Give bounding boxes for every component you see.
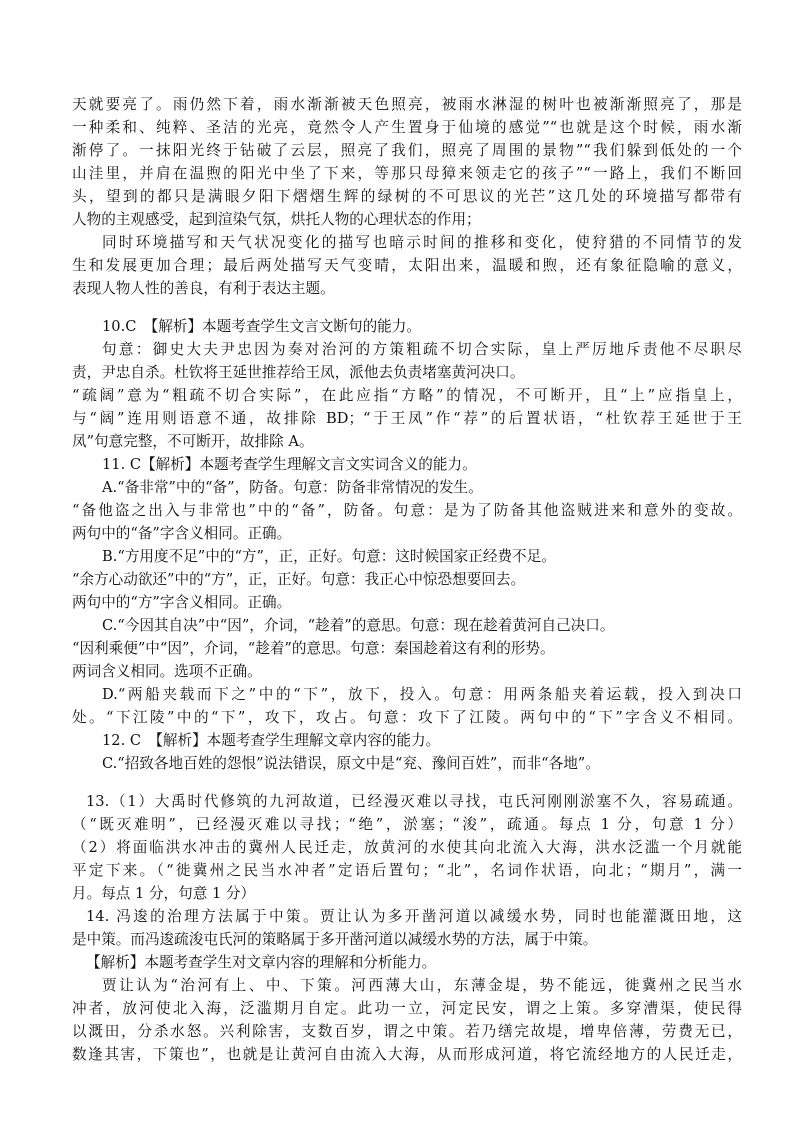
text-line: 表现人物人性的善良，有利于表达主题。 — [72, 280, 335, 297]
text-line: 处。“下江陵”中的“下”，攻下，攻占。句意：攻下了江陵。两句中的“下”字含义不相同。 — [72, 709, 742, 726]
text-line: C.“今因其自决”中“因”，介词，“趁着”的意思。句意：现在趁着黄河自己决口。 — [102, 617, 615, 634]
text-line: “备他盗之出入与非常也”中的“备”，防备。句意：是为了防备其他盗贼进来和意外的变故。 — [72, 502, 742, 519]
text-line: 14. 冯逡的治理方法属于中策。贾让认为多开凿河道以减缓水势，同时也能灌溉田地，这 — [86, 908, 742, 925]
text-line: 山洼里，并肩在温煦的阳光中坐了下来，等那只母獐来领走它的孩子”“一路上，我们不断回 — [72, 165, 742, 182]
text-line: 平定下来。（“徙冀州之民当水冲者”定语后置句；“北”，名词作状语，向北；“期月”，满一 — [72, 862, 742, 879]
text-line: “余方心动欲还”中的“方”，正，正好。句意：我正心中惊恐想要回去。 — [72, 571, 526, 588]
text-line: 13.（1）大禹时代修筑的九河故道，已经漫灭难以寻找，屯氏河刚刚淤塞不久，容易疏通。 — [86, 793, 742, 810]
text-line: C.“招致各地百姓的怨恨”说法错误，原文中是“兖、豫间百姓”，而非“各地”。 — [102, 755, 600, 772]
text-line: 凤”句意完整，不可断开，故排除 A。 — [72, 433, 314, 450]
text-line: 10.C 【解析】本题考查学生文言文断句的能力。 — [102, 318, 421, 335]
text-line: 两词含义相同。选项不正确。 — [72, 663, 262, 680]
text-line: （2）将面临洪水冲击的冀州人民迁走，放黄河的水使其向北流入大海，洪水泛滥一个月就能 — [72, 839, 742, 856]
text-line: 月。每点 1 分，句意 1 分） — [72, 885, 256, 902]
text-line: D.“两船夹载而下之”中的“下”，放下，投入。句意：用两条船夹着运载，投入到决口 — [102, 686, 742, 703]
text-line: （“既灭难明”，已经漫灭难以寻找；“绝”，淤塞；“浚”，疏通。每点 1 分，句意 1 分） — [72, 816, 742, 833]
text-line: 以溉田，分杀水怒。兴利除害，支数百岁，谓之中策。若乃缮完故堤，增卑倍薄，劳费无已， — [72, 1023, 742, 1040]
text-line: 责，尹忠自杀。杜钦将王延世推荐给王凤，派他去负责堵塞黄河决口。 — [72, 364, 525, 381]
text-line: “疏阔”意为“粗疏不切合实际”，在此应指“方略”的情况，不可断开，且“上”应指皇上， — [72, 387, 742, 404]
text-line: 一种柔和、纯粹、圣洁的光亮，竟然令人产生置身于仙境的感觉”“也就是这个时候，雨水渐 — [72, 119, 742, 136]
text-line: 两句中的“备”字含义相同。正确。 — [72, 525, 292, 542]
text-line: A.“备非常”中的“备”，防备。句意：防备非常情况的发生。 — [102, 479, 483, 496]
text-line: 天就要亮了。雨仍然下着，雨水渐渐被天色照亮，被雨水淋湿的树叶也被渐渐照亮了，那是 — [72, 96, 742, 113]
text-line: 同时环境描写和天气状况变化的描写也暗示时间的推移和变化，使狩猎的不同情节的发 — [102, 234, 742, 251]
text-line: 句意：御史大夫尹忠因为奏对治河的方策粗疏不切合实际，皇上严厉地斥责他不尽职尽 — [102, 341, 742, 358]
text-line: 是中策。而冯逡疏浚屯氏河的策略属于多开凿河道以减缓水势的方法，属于中策。 — [72, 931, 598, 948]
text-line: 12. C 【解析】本题考查学生理解文章内容的能力。 — [102, 732, 441, 749]
text-line: 人物的主观感受，起到渲染气氛，烘托人物的心理状态的作用； — [72, 211, 481, 228]
text-line: 与“阔”连用则语意不通，故排除 BD；“于王凤”作“荐”的后置状语，“杜钦荐王延世于王 — [72, 410, 742, 427]
text-line: 头，望到的都只是满眼夕阳下熠熠生辉的绿树的不可思议的光芒”这几处的环境描写都带有 — [72, 188, 742, 205]
text-line: 冲者，放河使北入海，泛滥期月自定。此功一立，河定民安，谓之上策。多穿漕渠，使民得 — [72, 1000, 742, 1017]
text-line: 贾让认为“治河有上、中、下策。河西薄大山，东薄金堤，势不能远，徙冀州之民当水 — [102, 977, 742, 994]
text-line: 生和发展更加合理；最后两处描写天气变晴，太阳出来，温暖和煦，还有象征隐喻的意义， — [72, 257, 742, 274]
text-line: 渐停了。一抹阳光终于钻破了云层，照亮了我们，照亮了周围的景物”“我们躲到低处的一个 — [72, 142, 742, 159]
text-line: 两句中的“方”字含义相同。正确。 — [72, 594, 292, 611]
text-line: 11. C【解析】本题考查学生理解文言文实词含义的能力。 — [102, 456, 477, 473]
text-line: B.“方用度不足”中的“方”，正，正好。句意：这时候国家正经费不足。 — [102, 548, 556, 565]
text-line: 数逢其害，下策也”，也就是让黄河自由流入大海，从而形成河道，将它流经地方的人民迁走， — [72, 1046, 742, 1063]
text-line: 【解析】本题考查学生对文章内容的理解和分析能力。 — [86, 954, 437, 971]
text-line: “因利乘便”中“因”，介词，“趁着”的意思。句意：秦国趁着这有利的形势。 — [72, 640, 555, 657]
